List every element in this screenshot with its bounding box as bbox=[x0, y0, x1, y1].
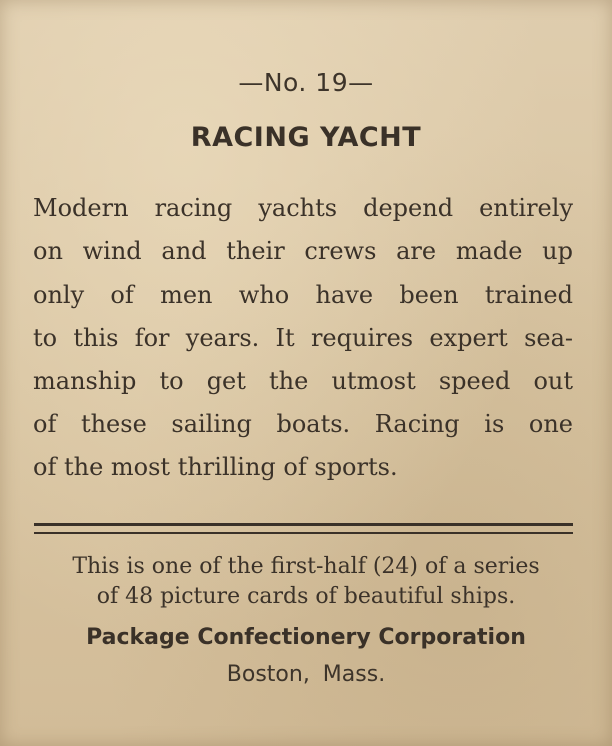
divider-rule-bottom bbox=[34, 532, 573, 534]
company-city: Boston, Mass. bbox=[226, 662, 386, 687]
description-line-3: only of men who have been trained bbox=[33, 281, 573, 309]
card-title: RACING YACHT bbox=[190, 122, 422, 153]
description-line-1: Modern racing yachts depend entirely bbox=[33, 194, 573, 222]
description-line-5: manship to get the utmost speed out bbox=[33, 367, 573, 395]
series-note-line-1: This is one of the first-half (24) of a series bbox=[72, 554, 540, 579]
description-line-2: on wind and their crews are made up bbox=[33, 237, 573, 265]
divider-rule-top bbox=[34, 523, 573, 526]
description-line-7: of the most thrilling of sports. bbox=[33, 453, 398, 481]
series-note-line-2: of 48 picture cards of beautiful ships. bbox=[96, 584, 516, 609]
company-name: Package Confectionery Corporation bbox=[86, 625, 526, 650]
description-line-6: of these sailing boats. Racing is one bbox=[33, 410, 573, 438]
description-line-4: to this for years. It requires expert sea- bbox=[33, 324, 573, 352]
card-number: —No. 19— bbox=[238, 68, 374, 97]
